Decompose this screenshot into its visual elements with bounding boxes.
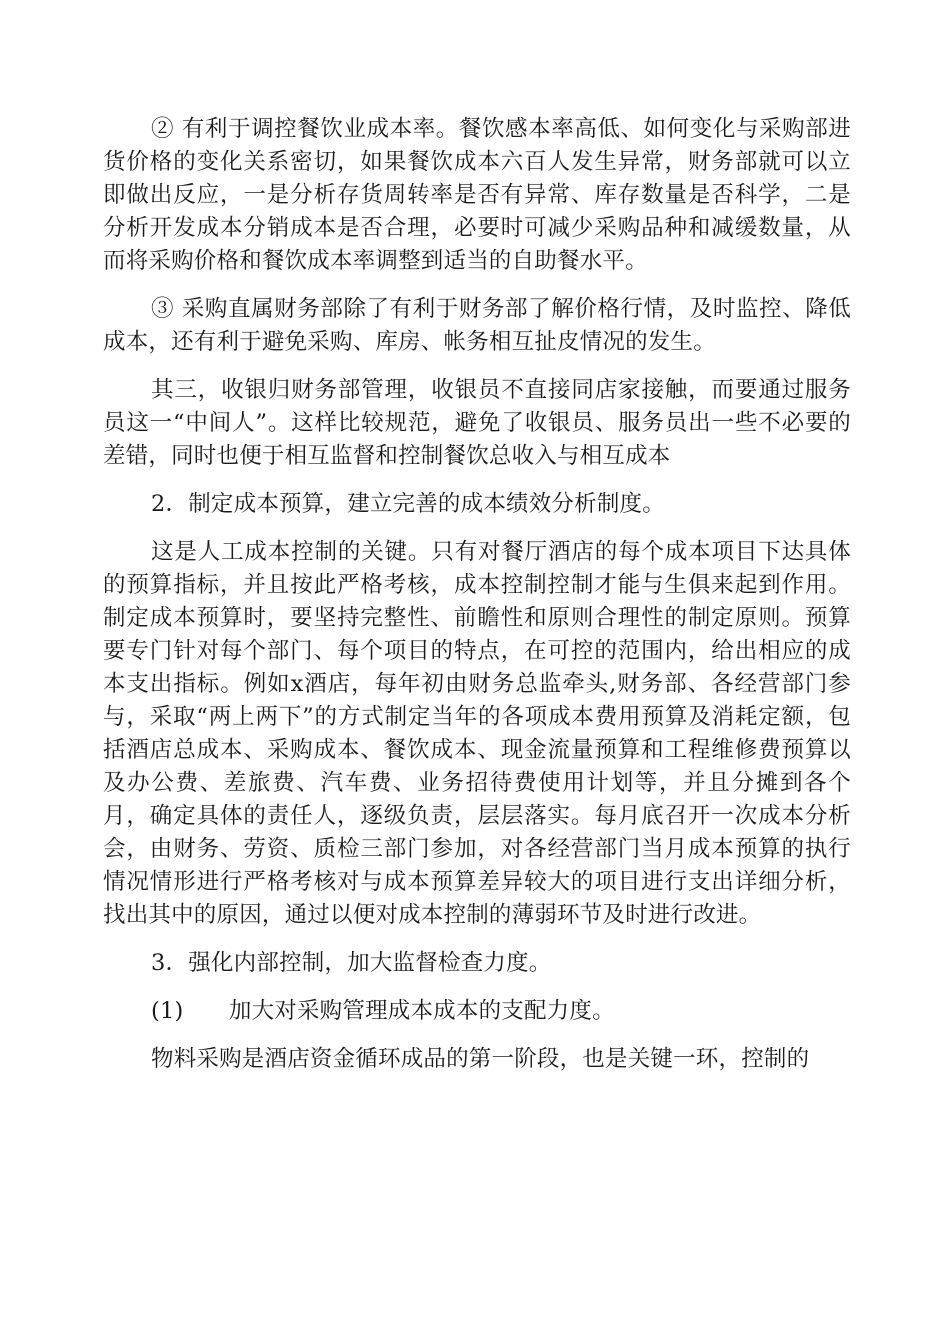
subsection-heading-1: (1) 加大对采购管理成本成本的支配力度。 bbox=[151, 998, 615, 1024]
paragraph-item-2: ② 有利于调控餐饮业成本率。餐饮感本率高低、如何变化与采购部进货价格的变化关系密切，如果餐饮成本六百人发生异常，财务部就可以立即做出反应，一是分析存货周转率是否有异常、库存数量是否科学，二是分析开发成本分销成本是否合理，必要时可减少采购品种和减缓数量，从而将采购价格和餐饮成本率调整到适当的自助餐水平。 bbox=[103, 116, 851, 274]
paragraph-item-3: ③ 采购直属财务部除了有利于财务部了解价格行情，及时监控、降低成本，还有利于避免采购、库房、帐务相互扯皮情况的发生。 bbox=[103, 296, 851, 355]
section-heading-3: 3．强化内部控制，加大监督检查力度。 bbox=[151, 950, 552, 976]
section-heading-2: 2．制定成本预算，建立完善的成本绩效分析制度。 bbox=[151, 491, 665, 517]
paragraph-cashier: 其三，收银归财务部管理，收银员不直接同店家接触，而要通过服务员这一“中间人”。这样比较规范，避免了收银员、服务员出一些不必要的差错，同时也便于相互监督和控制餐饮总收入与相互成本 bbox=[103, 377, 851, 469]
document-body bbox=[103, 113, 851, 1091]
paragraph-procurement: 物料采购是酒店资金循环成品的第一阶段，也是关键一环，控制的 bbox=[151, 1046, 810, 1072]
paragraph-budget: 这是人工成本控制的关键。只有对餐厅酒店的每个成本项目下达具体的预算指标，并且按此严格考核，成本控制控制才能与生俱来起到作用。制定成本预算时，要坚持完整性、前瞻性和原则合理性的制定原则。预算要专门针对每个部门、每个项目的特点，在可控的范围内，给出相应的成本支出指标。例如x酒店，每年初由财务总监牵头,财务部、各经营部门参与，采取“两上两下”的方式制定当年的各项成本费用预算及消耗定额，包括酒店总成本、采购成本、餐饮成本、现金流量预算和工程维修费预算以及办公费、差旅费、汽车费、业务招待费使用计划等，并且分摊到各个月，确定具体的责任人，逐级负责，层层落实。每月底召开一次成本分析会，由财务、劳资、质检三部门参加，对各经营部门当月成本预算的执行情况情形进行严格考核对与成本预算差异较大的项目进行支出详细分析，找出其中的原因，通过以便对成本控制的薄弱环节及时进行改进。 bbox=[103, 539, 851, 928]
